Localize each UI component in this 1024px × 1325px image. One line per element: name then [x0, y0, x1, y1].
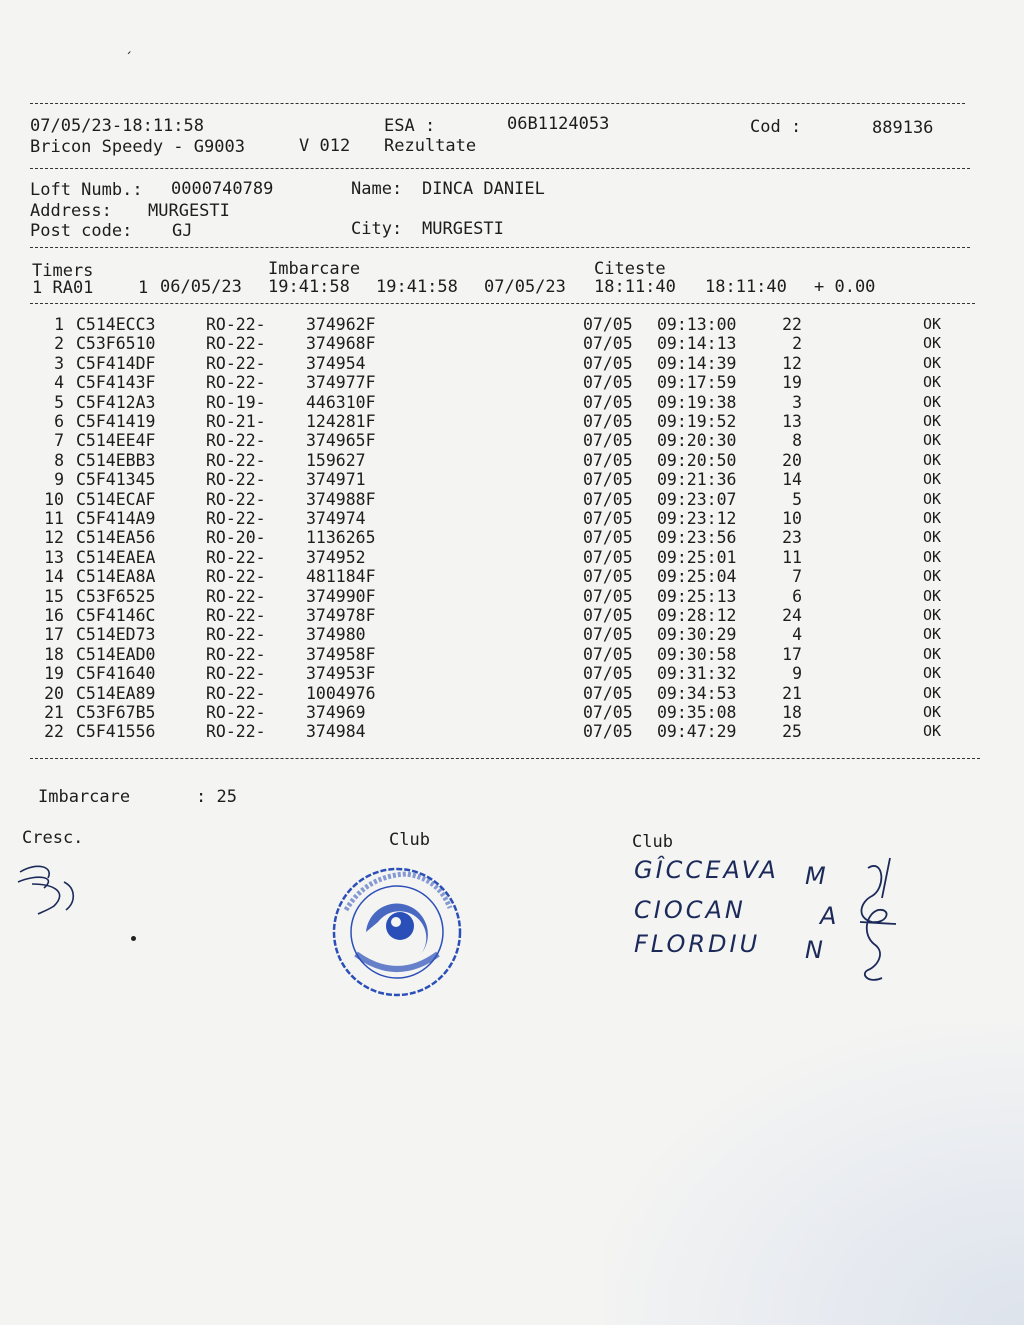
- ring-prefix: RO-22-: [206, 567, 266, 587]
- ring-number: 481184F: [306, 567, 376, 587]
- table-row: [30, 722, 960, 742]
- status-ok: OK: [923, 315, 942, 333]
- divider: [30, 103, 965, 104]
- table-row: [30, 334, 960, 354]
- arrival-time: 09:23:07: [657, 489, 737, 509]
- stray-mark: ˏ: [125, 38, 134, 54]
- row-index: 16: [44, 606, 64, 625]
- position: 12: [782, 353, 802, 373]
- table-row: [30, 606, 960, 626]
- divider: [30, 303, 975, 304]
- position: 14: [782, 470, 802, 490]
- ring-number: 124281F: [306, 412, 376, 431]
- row-index: 18: [44, 644, 64, 664]
- ring-prefix: RO-22-: [206, 353, 266, 373]
- chip-code: C53F6525: [76, 586, 156, 606]
- ring-prefix: RO-22-: [206, 664, 266, 684]
- table-row: [30, 509, 960, 529]
- ring-prefix: RO-22-: [206, 722, 266, 742]
- timer-offset: + 0.00: [814, 277, 876, 297]
- table-row: [30, 315, 960, 335]
- arrival-time: 09:13:00: [657, 315, 737, 334]
- position: 18: [782, 703, 802, 722]
- divider: [30, 168, 970, 169]
- arrival-date: 07/05: [583, 586, 633, 606]
- esa-value: 06B1124053: [507, 114, 610, 134]
- arrival-date: 07/05: [583, 392, 633, 412]
- row-index: 9: [54, 470, 64, 490]
- status-ok: OK: [923, 353, 942, 372]
- breeder-signature: [14, 858, 86, 918]
- arrival-date: 07/05: [583, 509, 633, 528]
- arrival-date: 07/05: [583, 567, 633, 587]
- arrival-date: 07/05: [583, 722, 633, 742]
- status-ok: OK: [923, 392, 942, 411]
- ring-prefix: RO-22-: [206, 683, 266, 703]
- arrival-time: 09:14:39: [657, 353, 737, 373]
- position: 3: [792, 392, 802, 412]
- cod-label: Cod :: [750, 117, 802, 137]
- status-ok: OK: [923, 586, 942, 605]
- ring-number: 159627: [306, 450, 366, 470]
- arrival-date: 07/05: [583, 703, 633, 722]
- chip-code: C5F4143F: [76, 373, 156, 393]
- citeste-time-2: 18:11:40: [705, 277, 787, 297]
- ring-number: 1136265: [306, 528, 376, 548]
- ring-prefix: RO-22-: [206, 703, 266, 722]
- chip-code: C514EBB3: [76, 450, 156, 470]
- ring-number: 374980: [306, 625, 366, 645]
- position: 11: [782, 547, 802, 567]
- row-index: 11: [44, 509, 64, 528]
- ring-prefix: RO-22-: [206, 586, 266, 606]
- table-row: [30, 431, 960, 451]
- timer-id: 1 RA01: [32, 278, 94, 298]
- device-version: V 012: [299, 136, 351, 156]
- ring-number: 374958F: [306, 644, 376, 664]
- ring-number: 374988F: [306, 489, 376, 509]
- arrival-date: 07/05: [583, 644, 633, 664]
- signature-scribble: [838, 848, 908, 988]
- row-index: 20: [44, 683, 64, 703]
- cod-value: 889136: [872, 118, 934, 138]
- club-stamp: [326, 862, 468, 1002]
- arrival-time: 09:14:13: [657, 334, 737, 354]
- status-ok: OK: [923, 644, 942, 663]
- city-label: City:: [351, 219, 403, 239]
- citeste-date: 07/05/23: [484, 277, 566, 297]
- ring-number: 374978F: [306, 606, 376, 625]
- row-index: 2: [54, 334, 64, 354]
- divider: [30, 247, 970, 248]
- chip-code: C5F41640: [76, 664, 156, 684]
- chip-code: C5F414A9: [76, 509, 156, 528]
- ring-prefix: RO-22-: [206, 334, 266, 354]
- ring-number: 374953F: [306, 664, 376, 684]
- chip-code: C514ECC3: [76, 315, 156, 334]
- table-row: [30, 684, 960, 704]
- report-mode: Rezultate: [384, 136, 477, 156]
- arrival-time: 09:30:29: [657, 625, 737, 645]
- ring-prefix: RO-22-: [206, 315, 266, 334]
- arrival-time: 09:30:58: [657, 644, 737, 664]
- chip-code: C5F4146C: [76, 606, 156, 625]
- position: 5: [792, 489, 802, 509]
- arrival-time: 09:25:04: [657, 567, 737, 587]
- arrival-date: 07/05: [583, 625, 633, 645]
- chip-code: C5F41556: [76, 722, 156, 742]
- table-row: [30, 393, 960, 413]
- post-code-label: Post code:: [30, 221, 133, 241]
- table-row: [30, 470, 960, 490]
- position: 23: [782, 528, 802, 548]
- owner-name: DINCA DANIEL: [422, 179, 545, 199]
- table-row: [30, 703, 960, 723]
- chip-code: C514EAD0: [76, 644, 156, 664]
- imbarcare-header: Imbarcare: [268, 259, 361, 279]
- citeste-header: Citeste: [594, 259, 666, 279]
- table-row: [30, 625, 960, 645]
- arrival-date: 07/05: [583, 489, 633, 509]
- chip-code: C514EA8A: [76, 567, 156, 587]
- row-index: 1: [54, 315, 64, 334]
- chip-code: C5F41345: [76, 470, 156, 490]
- chip-code: C5F412A3: [76, 392, 156, 412]
- status-ok: OK: [923, 664, 942, 683]
- timers-label: Timers: [32, 261, 94, 281]
- row-index: 21: [44, 703, 64, 722]
- arrival-date: 07/05: [583, 664, 633, 684]
- dot-mark: [131, 936, 136, 941]
- ring-number: 374965F: [306, 431, 376, 451]
- signature-name: FLORDIU: [634, 930, 761, 958]
- imbarcare-date: 06/05/23: [160, 277, 242, 297]
- ring-number: 374984: [306, 722, 366, 742]
- table-row: [30, 373, 960, 393]
- status-ok: OK: [923, 567, 942, 586]
- arrival-time: 09:31:32: [657, 664, 737, 684]
- citeste-time: 18:11:40: [594, 277, 676, 297]
- status-ok: OK: [923, 547, 942, 566]
- status-ok: OK: [923, 450, 942, 469]
- ring-number: 374962F: [306, 315, 376, 334]
- row-index: 15: [44, 586, 64, 606]
- position: 13: [782, 412, 802, 431]
- position: 20: [782, 450, 802, 470]
- row-index: 4: [54, 373, 64, 393]
- chip-code: C514EA56: [76, 528, 156, 548]
- chip-code: C514ECAF: [76, 489, 156, 509]
- status-ok: OK: [923, 625, 942, 644]
- signature-name: GÎCCEAVA: [634, 856, 779, 884]
- table-row: [30, 412, 960, 432]
- imbarcare-total-value: : 25: [196, 787, 237, 807]
- ring-prefix: RO-22-: [206, 547, 266, 567]
- paper-shadow: [604, 1025, 1024, 1325]
- ring-prefix: RO-22-: [206, 373, 266, 393]
- position: 21: [782, 683, 802, 703]
- table-row: [30, 548, 960, 568]
- ring-prefix: RO-19-: [206, 392, 266, 412]
- esa-label: ESA :: [384, 116, 436, 136]
- position: 2: [792, 334, 802, 354]
- table-row: [30, 490, 960, 510]
- ring-prefix: RO-20-: [206, 528, 266, 548]
- address-label: Address:: [30, 201, 112, 221]
- ring-prefix: RO-22-: [206, 509, 266, 528]
- row-index: 22: [44, 722, 64, 742]
- position: 7: [792, 567, 802, 587]
- arrival-time: 09:28:12: [657, 606, 737, 625]
- ring-number: 374952: [306, 547, 366, 567]
- signature-initial: A: [820, 902, 840, 930]
- status-ok: OK: [923, 431, 942, 450]
- status-ok: OK: [923, 489, 942, 508]
- arrival-date: 07/05: [583, 606, 633, 625]
- status-ok: OK: [923, 606, 942, 624]
- arrival-time: 09:35:08: [657, 703, 737, 722]
- arrival-time: 09:23:56: [657, 528, 737, 548]
- status-ok: OK: [923, 703, 942, 721]
- ring-prefix: RO-22-: [206, 606, 266, 625]
- table-row: [30, 645, 960, 665]
- position: 6: [792, 586, 802, 606]
- row-index: 12: [44, 528, 64, 548]
- ring-number: 374969: [306, 703, 366, 722]
- position: 8: [792, 431, 802, 451]
- print-datetime: 07/05/23-18:11:58: [30, 116, 204, 136]
- post-code-value: GJ: [172, 221, 193, 241]
- arrival-time: 09:47:29: [657, 722, 737, 742]
- signature-name: CIOCAN: [634, 896, 746, 924]
- row-index: 14: [44, 567, 64, 587]
- ring-prefix: RO-22-: [206, 431, 266, 451]
- ring-number: 1004976: [306, 683, 376, 703]
- ring-number: 374977F: [306, 373, 376, 393]
- arrival-date: 07/05: [583, 353, 633, 373]
- position: 10: [782, 509, 802, 528]
- ring-prefix: RO-22-: [206, 470, 266, 490]
- city-value: MURGESTI: [422, 219, 504, 239]
- position: 22: [782, 315, 802, 334]
- chip-code: C5F41419: [76, 412, 156, 431]
- row-index: 3: [54, 353, 64, 373]
- name-label: Name:: [351, 179, 403, 199]
- arrival-time: 09:20:50: [657, 450, 737, 470]
- chip-code: C53F6510: [76, 334, 156, 354]
- ring-prefix: RO-21-: [206, 412, 266, 431]
- ring-number: 374954: [306, 353, 366, 373]
- cresc-label: Cresc.: [22, 828, 84, 848]
- table-row: [30, 567, 960, 587]
- ring-number: 374971: [306, 470, 366, 490]
- position: 19: [782, 373, 802, 393]
- row-index: 7: [54, 431, 64, 451]
- club-label: Club: [389, 830, 430, 850]
- arrival-time: 09:25:01: [657, 547, 737, 567]
- arrival-time: 09:19:38: [657, 392, 737, 412]
- arrival-time: 09:19:52: [657, 412, 737, 431]
- arrival-date: 07/05: [583, 683, 633, 703]
- divider: [30, 758, 980, 759]
- arrival-date: 07/05: [583, 528, 633, 548]
- ring-number: 374974: [306, 509, 366, 528]
- table-row: [30, 528, 960, 548]
- ring-prefix: RO-22-: [206, 625, 266, 645]
- club-label-2: Club: [632, 832, 673, 852]
- arrival-date: 07/05: [583, 412, 633, 431]
- status-ok: OK: [923, 470, 942, 489]
- loft-label: Loft Numb.:: [30, 180, 143, 200]
- imbarcare-time: 19:41:58: [268, 277, 350, 297]
- position: 9: [792, 664, 802, 684]
- status-ok: OK: [923, 373, 942, 392]
- arrival-time: 09:17:59: [657, 373, 737, 393]
- imbarcare-time-2: 19:41:58: [376, 277, 458, 297]
- arrival-date: 07/05: [583, 470, 633, 490]
- arrival-time: 09:21:36: [657, 470, 737, 490]
- arrival-date: 07/05: [583, 431, 633, 451]
- status-ok: OK: [923, 334, 942, 353]
- arrival-date: 07/05: [583, 373, 633, 393]
- position: 24: [782, 606, 802, 625]
- position: 17: [782, 644, 802, 664]
- table-row: [30, 354, 960, 374]
- loft-number: 0000740789: [171, 179, 274, 199]
- chip-code: C514EA89: [76, 683, 156, 703]
- signature-initial: N: [805, 936, 826, 964]
- chip-code: C5F414DF: [76, 353, 156, 373]
- chip-code: C514EAEA: [76, 547, 156, 567]
- row-index: 6: [54, 412, 64, 431]
- table-row: [30, 664, 960, 684]
- arrival-time: 09:23:12: [657, 509, 737, 528]
- position: 4: [792, 625, 802, 645]
- signature-initial: M: [805, 862, 829, 890]
- chip-code: C514ED73: [76, 625, 156, 645]
- status-ok: OK: [923, 722, 942, 741]
- ring-prefix: RO-22-: [206, 489, 266, 509]
- chip-code: C53F67B5: [76, 703, 156, 722]
- ring-number: 446310F: [306, 392, 376, 412]
- row-index: 13: [44, 547, 64, 567]
- table-row: [30, 451, 960, 471]
- arrival-date: 07/05: [583, 334, 633, 354]
- arrival-time: 09:25:13: [657, 586, 737, 606]
- row-index: 8: [54, 450, 64, 470]
- row-index: 10: [44, 489, 64, 509]
- ring-number: 374968F: [306, 334, 376, 354]
- row-index: 19: [44, 664, 64, 684]
- arrival-date: 07/05: [583, 547, 633, 567]
- status-ok: OK: [923, 683, 942, 702]
- ring-prefix: RO-22-: [206, 450, 266, 470]
- row-index: 5: [54, 392, 64, 412]
- imbarcare-total-label: Imbarcare: [38, 787, 131, 807]
- arrival-time: 09:20:30: [657, 431, 737, 451]
- position: 25: [782, 722, 802, 742]
- ring-number: 374990F: [306, 586, 376, 606]
- device-name: Bricon Speedy - G9003: [30, 137, 245, 157]
- address-value: MURGESTI: [148, 201, 230, 221]
- arrival-time: 09:34:53: [657, 683, 737, 703]
- chip-code: C514EE4F: [76, 431, 156, 451]
- table-row: [30, 587, 960, 607]
- status-ok: OK: [923, 528, 942, 547]
- status-ok: OK: [923, 412, 942, 430]
- timer-count: 1: [138, 278, 149, 298]
- arrival-date: 07/05: [583, 450, 633, 470]
- row-index: 17: [44, 625, 64, 645]
- status-ok: OK: [923, 509, 942, 527]
- arrival-date: 07/05: [583, 315, 633, 334]
- ring-prefix: RO-22-: [206, 644, 266, 664]
